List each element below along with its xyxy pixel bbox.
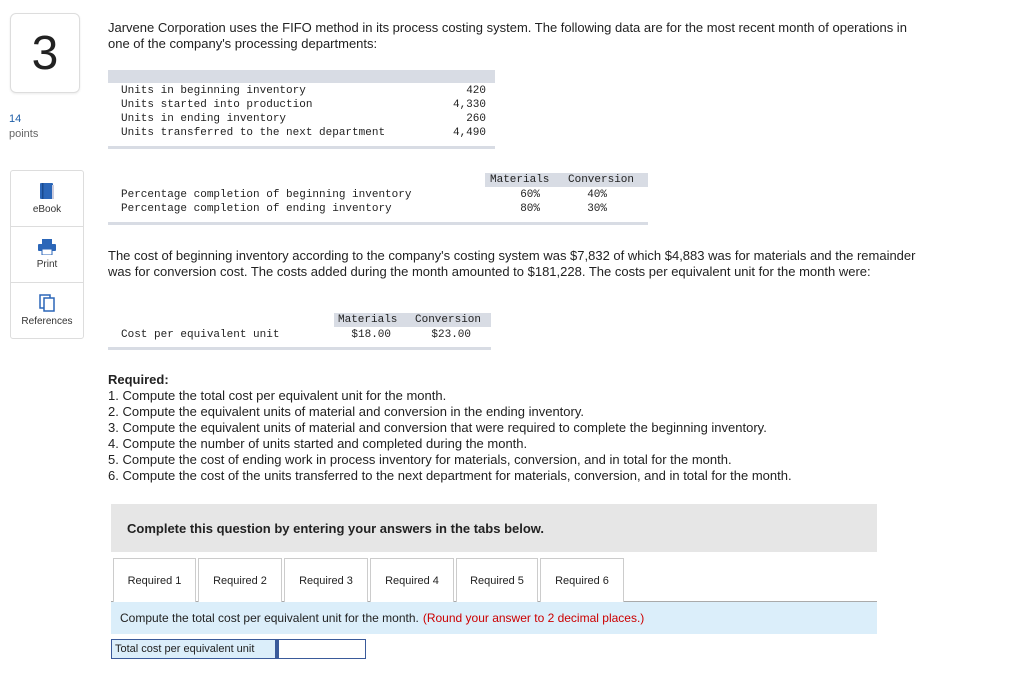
cost-header-conversion: Conversion	[415, 314, 482, 326]
row-label: Percentage completion of ending inventory	[121, 203, 392, 215]
required-item: 3. Compute the equivalent units of material and conversion that were required to complete the beginning inventory.	[108, 420, 767, 435]
row-label: Percentage completion of beginning inventory	[121, 189, 412, 201]
completion-header-conversion: Conversion	[568, 174, 635, 186]
required-item: 5. Compute the cost of ending work in process inventory for materials, conversion, and in total for the month.	[108, 452, 732, 467]
row-value: 420	[466, 85, 486, 97]
table-row	[121, 328, 471, 342]
tab-required-1[interactable]: Required 1	[113, 558, 196, 603]
book-icon	[39, 182, 55, 200]
row-label: Units in ending inventory	[121, 113, 287, 125]
tab-required-5[interactable]: Required 5	[456, 558, 538, 603]
tab-required-6[interactable]: Required 6	[540, 558, 624, 603]
intro-text: Jarvene Corporation uses the FIFO method in its process costing system. The following data are for the most recent month of operations in one of the company's processing departments:	[108, 20, 907, 51]
required-section	[108, 372, 938, 484]
tab-required-2[interactable]: Required 2	[198, 558, 282, 603]
references-icon	[39, 294, 55, 312]
row-value: 4,490	[452, 127, 486, 139]
row-conversion: 30%	[587, 203, 607, 215]
row-label: Cost per equivalent unit	[121, 329, 280, 341]
ebook-label: eBook	[32, 204, 62, 215]
row-label: Units transferred to the next department	[121, 127, 386, 139]
completion-table	[121, 188, 607, 216]
required-item: 6. Compute the cost of the units transferred to the next department for materials, conversion, and in total for the month.	[108, 468, 792, 483]
table-row	[121, 112, 486, 126]
completion-footer-bar	[108, 222, 648, 225]
row-materials: $18.00	[351, 329, 391, 341]
tools-panel	[10, 170, 84, 339]
units-table-header-bar	[108, 70, 495, 83]
prompt-note: (Round your answer to 2 decimal places.)	[422, 611, 645, 625]
question-number: 3	[10, 13, 80, 93]
table-row	[121, 188, 607, 202]
required-item: 2. Compute the equivalent units of material and conversion in the ending inventory.	[108, 404, 584, 419]
row-conversion: 40%	[587, 189, 607, 201]
tab-bar	[113, 558, 626, 603]
instruction-banner: Complete this question by entering your answers in the tabs below.	[111, 504, 877, 552]
tab-required-4[interactable]: Required 4	[370, 558, 454, 603]
prompt-bar	[111, 602, 877, 634]
answer-row	[111, 639, 366, 659]
references-button[interactable]	[11, 283, 83, 338]
table-row	[121, 202, 607, 216]
table-row	[121, 84, 486, 98]
print-button[interactable]	[11, 227, 83, 283]
print-label: Print	[36, 259, 58, 270]
row-label: Units in beginning inventory	[121, 85, 306, 97]
row-conversion: $23.00	[431, 329, 471, 341]
row-materials: 60%	[520, 189, 540, 201]
printer-icon	[38, 239, 56, 255]
ebook-button[interactable]	[11, 171, 83, 227]
points-label: points	[9, 128, 39, 140]
cost-footer-bar	[108, 347, 491, 350]
cost-header-materials: Materials	[338, 314, 398, 326]
table-row	[121, 126, 486, 140]
completion-header-materials: Materials	[490, 174, 550, 186]
units-table-footer-bar	[108, 146, 495, 149]
cost-table	[121, 328, 471, 342]
required-title: Required:	[108, 372, 169, 387]
prompt-text: Compute the total cost per equivalent unit for the month.	[120, 611, 419, 625]
total-cost-input[interactable]	[276, 639, 366, 659]
required-item: 1. Compute the total cost per equivalent unit for the month.	[108, 388, 447, 403]
row-label: Units started into production	[121, 99, 313, 111]
required-item: 4. Compute the number of units started and completed during the month.	[108, 436, 528, 451]
row-value: 4,330	[452, 99, 486, 111]
tab-required-3[interactable]: Required 3	[284, 558, 368, 603]
table-row	[121, 98, 486, 112]
cost-paragraph: The cost of beginning inventory according to the company's costing system was $7,832 of which $4,883 was for materials and the remainder was for conversion cost. The costs added during the month amounted to $181,228. The costs per equivalent unit for the month were:	[108, 248, 916, 279]
row-materials: 80%	[520, 203, 540, 215]
row-value: 260	[466, 113, 486, 125]
units-table	[121, 84, 486, 140]
answer-label: Total cost per equivalent unit	[111, 639, 276, 659]
points-value: 14	[9, 113, 22, 125]
references-label: References	[21, 316, 73, 327]
